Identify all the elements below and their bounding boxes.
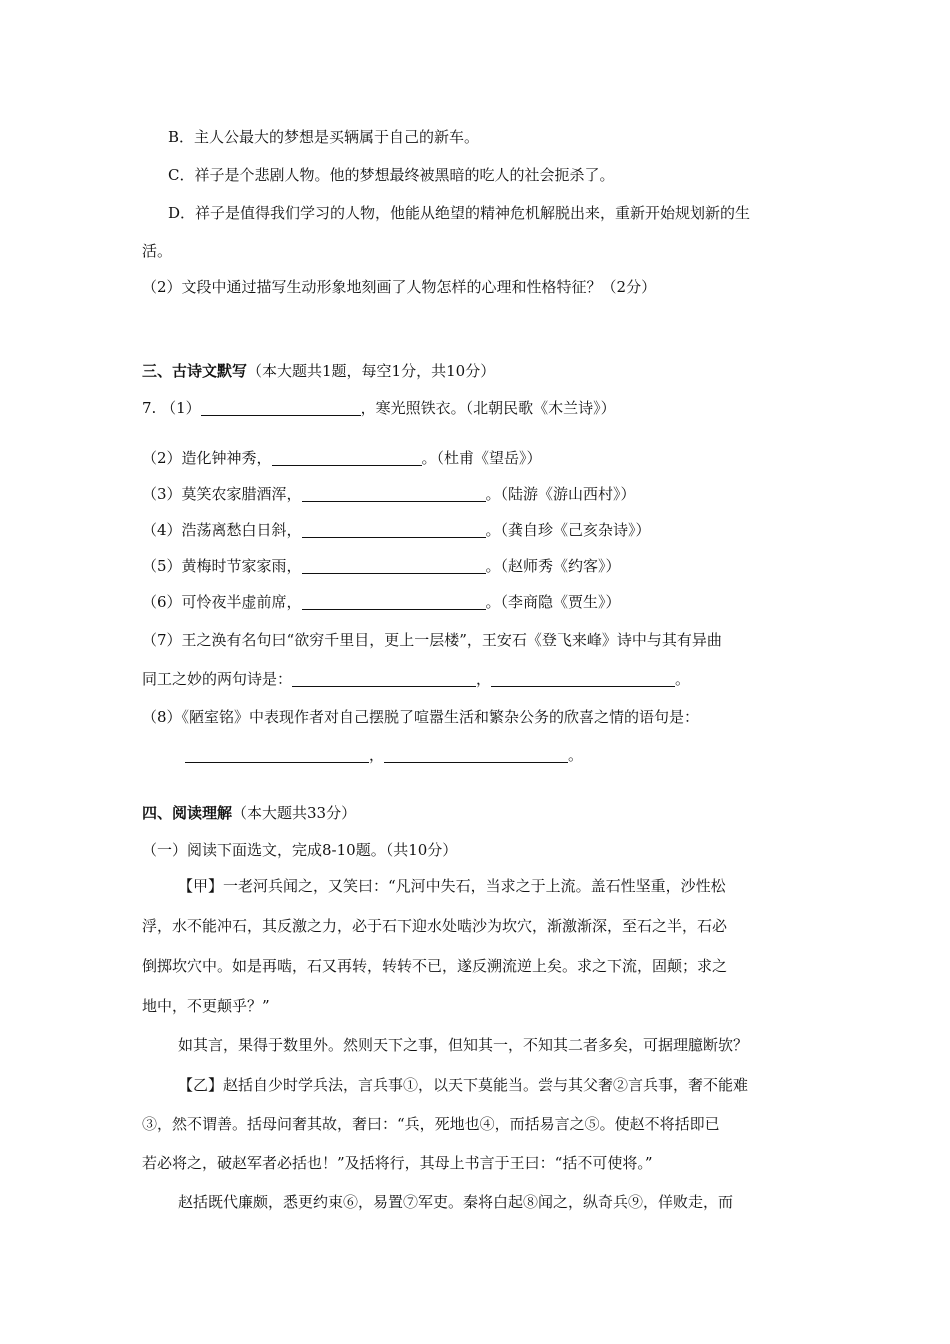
answer-blank-8a[interactable] — [185, 746, 369, 763]
q7-line2 — [142, 448, 542, 468]
q7-line2-source: 。（杜甫《望岳》） — [421, 449, 542, 467]
q7-line2-prompt: （2）造化钟神秀， — [142, 449, 272, 467]
option-d-line2: 活。 — [142, 242, 173, 260]
answer-blank-4[interactable] — [302, 521, 486, 538]
reading-1-intro: （一）阅读下面选文，完成8-10题。（共10分） — [142, 841, 458, 859]
answer-blank-3[interactable] — [302, 485, 486, 502]
answer-blank-1[interactable] — [201, 399, 361, 416]
answer-blank-2[interactable] — [272, 449, 422, 466]
answer-blank-8b[interactable] — [384, 746, 568, 763]
q7-line7a: （7）王之涣有名句曰“欲穷千里目，更上一层楼”，王安石《登飞来峰》诗中与其有异曲 — [142, 631, 722, 649]
answer-blank-7b[interactable] — [491, 670, 675, 687]
q7-number: 7. （1） — [142, 399, 201, 417]
section-4-title: 四、阅读理解 — [142, 804, 233, 822]
option-d-line1: D．祥子是值得我们学习的人物，他能从绝望的精神危机解脱出来，重新开始规划新的生 — [168, 204, 751, 222]
q7-line4 — [142, 520, 651, 540]
q7-line8b — [185, 745, 583, 765]
q7-line4-source: 。（龚自珍《己亥杂诗》） — [485, 521, 651, 539]
passage-jia-line5: 如其言，果得于数里外。然则天下之事，但知其一，不知其二者多矣，可据理臆断欤？ — [178, 1036, 749, 1054]
section-3-title: 三、古诗文默写 — [142, 362, 248, 380]
q7-line7b — [142, 669, 690, 689]
q7-line3-prompt: （3）莫笑农家腊酒浑， — [142, 485, 302, 503]
answer-blank-6[interactable] — [302, 593, 486, 610]
q7-line6-source: 。（李商隐《贾生》） — [485, 593, 621, 611]
q7-line3 — [142, 484, 636, 504]
q7-line6-prompt: （6）可怜夜半虚前席， — [142, 593, 302, 611]
q7-line7b-prompt: 同工之妙的两句诗是： — [142, 670, 293, 688]
q7-line5-source: 。（赵师秀《约客》） — [485, 557, 621, 575]
section-4-note: （本大题共33分） — [232, 804, 357, 822]
q7-line8a: （8）《陋室铭》中表现作者对自己摆脱了喧嚣生活和繁杂公务的欣喜之情的语句是： — [142, 708, 700, 726]
passage-yi-line2: ③，然不谓善。括母问奢其故，奢曰：“兵，死地也④，而括易言之⑤。使赵不将括即已 — [142, 1115, 720, 1133]
passage-yi-line4: 赵括既代廉颇，悉更约束⑥，易置⑦军吏。秦将白起⑧闻之，纵奇兵⑨，佯败走，而 — [178, 1193, 734, 1211]
option-b: B．主人公最大的梦想是买辆属于自己的新车。 — [168, 128, 480, 146]
passage-jia-line2: 浮，水不能冲石，其反激之力，必于石下迎水处啮沙为坎穴，渐激渐深，至石之半，石必 — [142, 917, 728, 935]
section-3-note: （本大题共1题，每空1分，共10分） — [247, 362, 496, 380]
answer-blank-7a[interactable] — [292, 670, 476, 687]
question-6-2: （2）文段中通过描写生动形象地刻画了人物怎样的心理和性格特征？（2分） — [142, 278, 657, 296]
q7-line4-prompt: （4）浩荡离愁白日斜， — [142, 521, 302, 539]
q7-line8-comma: ， — [369, 746, 385, 764]
q7-line8-period: 。 — [568, 746, 584, 764]
q7-line5 — [142, 556, 621, 576]
q7-line1-text: ，寒光照铁衣。（北朝民歌《木兰诗》） — [360, 399, 616, 417]
passage-jia-line4: 地中，不更颠乎？” — [142, 997, 270, 1015]
passage-jia-line1: 【甲】一老河兵闻之，又笑曰：“凡河中失石，当求之于上流。盖石性坚重，沙性松 — [178, 877, 726, 895]
q7-line5-prompt: （5）黄梅时节家家雨， — [142, 557, 302, 575]
answer-blank-5[interactable] — [302, 557, 486, 574]
section-4-heading — [142, 803, 356, 823]
q7-comma: ， — [476, 670, 492, 688]
passage-jia-line3: 倒掷坎穴中。如是再啮，石又再转，转转不已，遂反溯流逆上矣。求之下流，固颠；求之 — [142, 957, 728, 975]
q7-line6 — [142, 592, 621, 612]
q7-period: 。 — [675, 670, 691, 688]
passage-yi-line3: 若必将之，破赵军者必括也！”及括将行，其母上书言于王曰：“括不可使将。” — [142, 1154, 653, 1172]
q7-line1 — [142, 398, 616, 418]
option-c: C．祥子是个悲剧人物。他的梦想最终被黑暗的吃人的社会扼杀了。 — [168, 166, 615, 184]
section-3-heading — [142, 361, 495, 381]
q7-line3-source: 。（陆游《游山西村》） — [485, 485, 636, 503]
passage-yi-line1: 【乙】赵括自少时学兵法，言兵事①，以天下莫能当。尝与其父奢②言兵事，奢不能难 — [178, 1076, 749, 1094]
